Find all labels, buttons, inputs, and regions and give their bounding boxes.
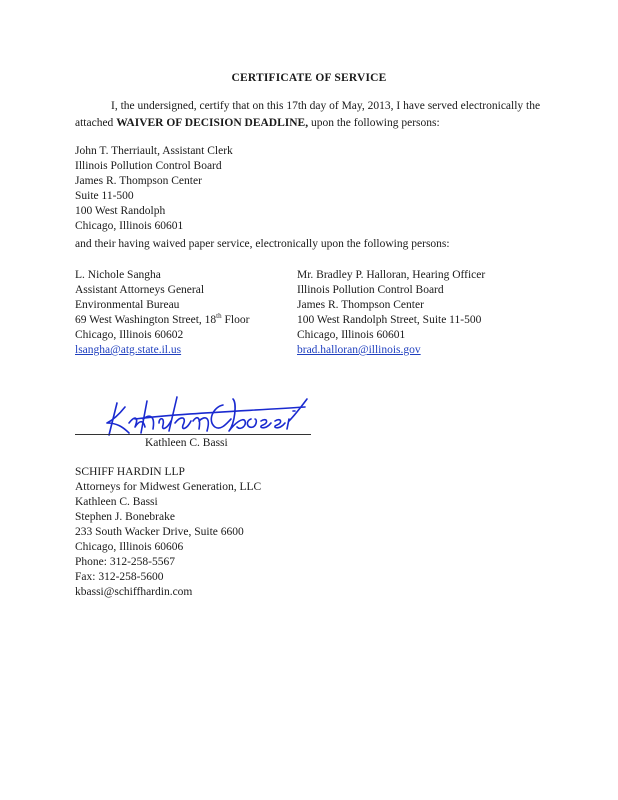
firm-line: Chicago, Illinois 60606: [75, 541, 184, 553]
left-contact-line: Assistant Attorneys General: [75, 284, 205, 296]
document-title: CERTIFICATE OF SERVICE: [231, 72, 387, 84]
left-contact-street: 69 West Washington Street, 18th Floor: [75, 312, 250, 326]
left-contact-city: Chicago, Illinois 60602: [75, 329, 184, 341]
firm-line: Phone: 312-258-5567: [75, 556, 175, 568]
firm-line: Attorneys for Midwest Generation, LLC: [75, 481, 262, 493]
left-contact-email-link[interactable]: lsangha@atg.state.il.us: [75, 344, 182, 356]
recipient-line: 100 West Randolph: [75, 205, 166, 217]
firm-line: Kathleen C. Bassi: [75, 496, 158, 508]
intro-text-after: upon the following persons:: [308, 117, 440, 129]
document-name: WAIVER OF DECISION DEADLINE,: [116, 117, 309, 129]
left-contact-line: Environmental Bureau: [75, 299, 180, 311]
firm-line: kbassi@schiffhardin.com: [75, 586, 193, 598]
intro-paragraph: [75, 98, 575, 132]
right-contact-line: 100 West Randolph Street, Suite 11-500: [297, 314, 482, 326]
left-contact-line: L. Nichole Sangha: [75, 269, 161, 281]
recipient-address: [75, 144, 233, 234]
recipient-line: John T. Therriault, Assistant Clerk: [75, 145, 233, 157]
firm-address: [75, 465, 261, 600]
signature-block: [75, 395, 315, 455]
firm-line: Stephen J. Bonebrake: [75, 511, 175, 523]
right-contact-line: Illinois Pollution Control Board: [297, 284, 444, 296]
right-contact: [297, 268, 485, 358]
firm-line: SCHIFF HARDIN LLP: [75, 466, 185, 478]
intro-text-before: I, the undersigned, certify that on this 17th day of May, 2013, I have served electronically the attached: [75, 100, 541, 129]
recipient-line: Suite 11-500: [75, 190, 134, 202]
signatory-name: Kathleen C. Bassi: [145, 437, 228, 449]
right-contact-line: Mr. Bradley P. Halloran, Hearing Officer: [297, 269, 486, 281]
recipient-line: James R. Thompson Center: [75, 175, 202, 187]
recipient-line: Chicago, Illinois 60601: [75, 220, 184, 232]
handwritten-signature: [95, 393, 310, 439]
right-contact-line: James R. Thompson Center: [297, 299, 424, 311]
firm-line: 233 South Wacker Drive, Suite 6600: [75, 526, 244, 538]
signature-line: [75, 434, 311, 435]
firm-line: Fax: 312-258-5600: [75, 571, 164, 583]
right-contact-line: Chicago, Illinois 60601: [297, 329, 406, 341]
right-contact-email-link[interactable]: brad.halloran@illinois.gov: [297, 344, 421, 356]
recipient-line: Illinois Pollution Control Board: [75, 160, 222, 172]
waived-service-text: and their having waived paper service, electronically upon the following persons:: [75, 238, 450, 250]
left-contact: [75, 268, 249, 358]
